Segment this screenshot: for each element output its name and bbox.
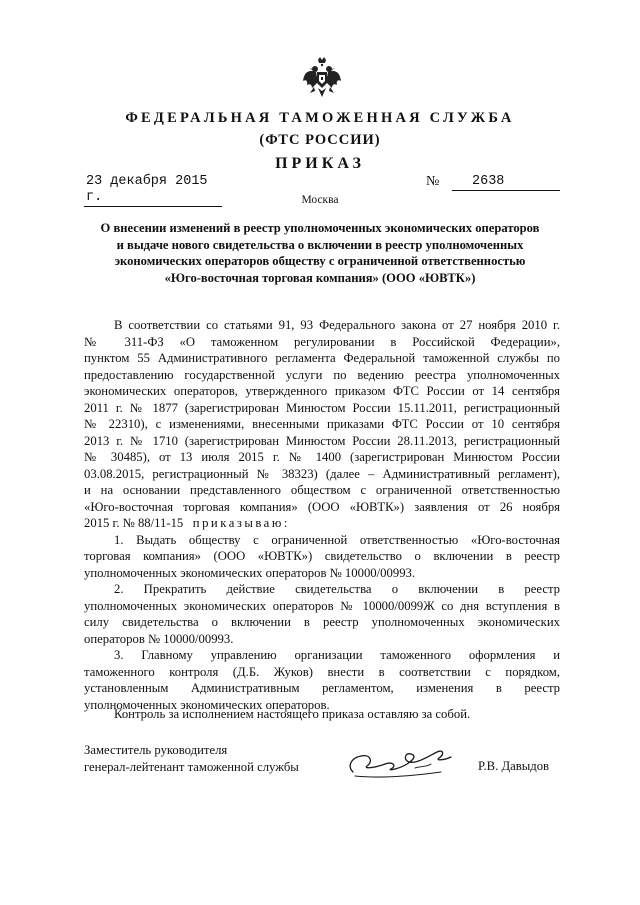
item-1-line: 1. Выдать обществу с ограниченной ответственностью «Юго-восточная xyxy=(114,532,560,547)
agency-short-name: (ФТС РОССИИ) xyxy=(259,132,381,148)
item-1-line: уполномоченных экономических операторов № 10000/00993. xyxy=(84,565,416,580)
preamble-line: 2011 г. № 1877 (зарегистрирован Минюстом России 15.11.2011, регистрационный xyxy=(84,400,560,415)
item-3-line: таможенного контроля (Д.Б. Жуков) внести в соответствии с порядком, xyxy=(84,664,560,679)
control-clause: Контроль за исполнением настоящего приказа оставляю за собой. xyxy=(114,707,471,721)
title-line: «Юго-восточная торговая компания» (ООО «ЮВТК») xyxy=(164,270,476,285)
handwritten-signature xyxy=(345,742,455,784)
document-type: ПРИКАЗ xyxy=(275,155,365,172)
item-2-line: силу свидетельства о включении в реестр уполномоченных экономических xyxy=(84,615,560,629)
title-line: экономических операторов обществу с ограниченной ответственностью xyxy=(114,254,526,268)
signatory-title xyxy=(84,742,299,776)
preamble-line: № 30485), от 13 июля 2015 г. № 1400 (зарегистрирован Минюстом России xyxy=(84,450,560,464)
item-2-line: уполномоченных экономических операторов № 10000/0099Ж со дня вступления в xyxy=(84,598,560,613)
order-number: 2638 xyxy=(452,174,560,191)
title-line: и выдаче нового свидетельства о включении в реестр уполномоченных xyxy=(116,237,524,252)
city: Москва xyxy=(301,194,339,206)
number-sign: № xyxy=(426,174,440,189)
coat-of-arms-icon xyxy=(302,57,342,101)
item-3-line: 3. Главному управлению организации таможенного оформления и xyxy=(114,648,560,662)
signatory-title-line: Заместитель руководителя xyxy=(84,743,228,757)
preamble-line: № 311-ФЗ «О таможенном регулировании в Российской Федерации», xyxy=(84,334,560,349)
preamble-line: № 22310), с изменениями, внесенными приказами ФТС России от 10 сентября xyxy=(84,417,560,431)
preamble-line: предоставлению государственной услуги по ведению реестра уполномоченных xyxy=(84,367,560,382)
order-body xyxy=(84,317,560,713)
preamble-line: и на основании представленного обществом с ограниченной ответственностью xyxy=(84,483,560,497)
order-word: приказываю: xyxy=(192,516,290,530)
order-title xyxy=(80,220,560,286)
item-3-line: установленным Административным регламентом, изменения в реестр xyxy=(84,681,560,695)
preamble-last: 2015 г. № 88/11-15 xyxy=(84,516,184,530)
item-2-line: операторов № 10000/00993. xyxy=(84,631,234,646)
preamble-line: 03.08.2015, регистрационный № 38323) (далее – Административный регламент), xyxy=(84,466,560,481)
preamble-line: «Юго-восточная торговая компания» (ООО «ЮВТК») заявления от 26 ноября xyxy=(84,499,560,514)
preamble-last-line xyxy=(84,515,560,532)
preamble-line: экономических операторов, утвержденного приказом ФТС России от 14 сентября xyxy=(84,384,560,398)
order-date: 23 декабря 2015 г. xyxy=(84,174,222,207)
title-line: О внесении изменений в реестр уполномоченных экономических операторов xyxy=(100,221,540,235)
agency-name: ФЕДЕРАЛЬНАЯ ТАМОЖЕННАЯ СЛУЖБА xyxy=(125,110,515,126)
signatory-title-line: генерал-лейтенант таможенной службы xyxy=(84,760,299,774)
preamble-line: 2013 г. № 1710 (зарегистрирован Минюстом России 28.11.2013, регистрационный xyxy=(84,433,560,448)
preamble-line: В соответствии со статьями 91, 93 Федерального закона от 27 ноября 2010 г. xyxy=(114,318,560,332)
preamble-line: пунктом 55 Административного регламента Федеральной таможенной службы по xyxy=(84,351,560,365)
signatory-name: Р.В. Давыдов xyxy=(478,759,550,773)
item-1-line: торговая компания» (ООО «ЮВТК») свидетельство о включении в реестр xyxy=(84,549,560,563)
item-2-line: 2. Прекратить действие свидетельства о включении в реестр xyxy=(114,582,560,596)
item-3-line: уполномоченных экономических операторов. xyxy=(84,697,330,712)
